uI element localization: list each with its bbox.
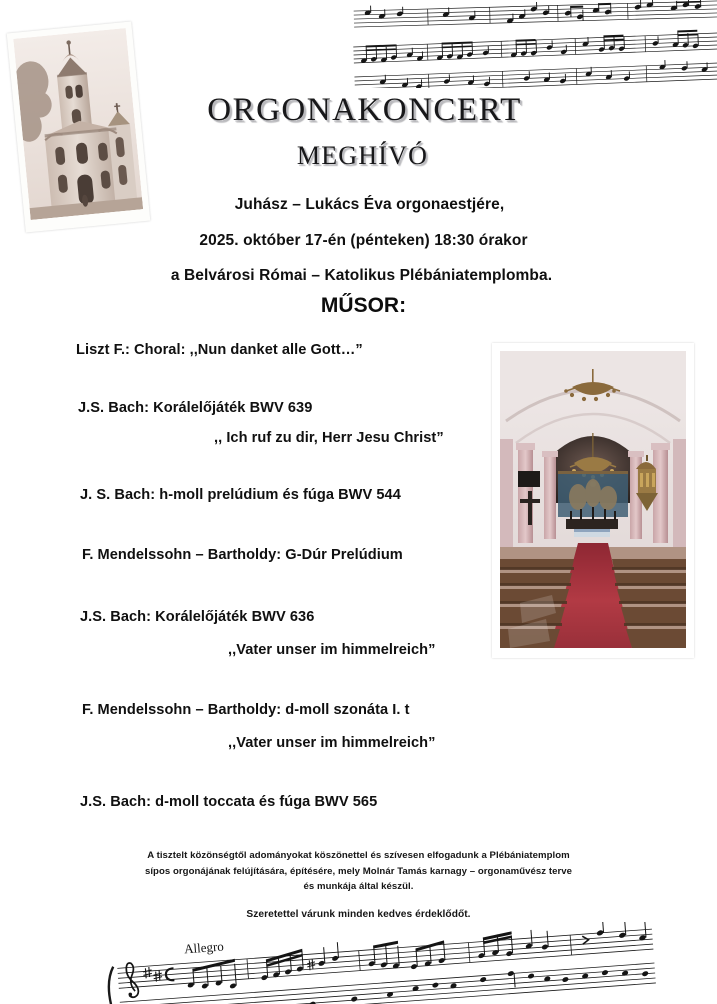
- program-item-2-sub: ,, Ich ruf zu dir, Herr Jesu Christ”: [214, 430, 444, 446]
- donation-notice-line2: sípos orgonájának felújítására, építésére, mely Molnár Tamás karnagy – orgonaművész terve: [0, 864, 717, 880]
- page-title: ORGONAKONCERT: [0, 92, 717, 129]
- program-item-3-main: J. S. Bach: h-moll prelúdium és fúga BWV 544: [80, 487, 401, 503]
- program-item-5-main: J.S. Bach: Korálelőjáték BWV 636: [80, 609, 314, 625]
- donation-notice: [0, 848, 717, 920]
- invitation-subtitle: MEGHÍVÓ: [0, 141, 717, 171]
- program-item-2-main: J.S. Bach: Korálelőjáték BWV 639: [78, 400, 312, 416]
- program-item-7-main: J.S. Bach: d-moll toccata és fúga BWV 565: [80, 794, 377, 810]
- church-interior-photo: [492, 343, 694, 658]
- invitation-venue: a Belvárosi Római – Katolikus Plébániatemplomba.: [0, 267, 717, 285]
- program-item-1-main: Liszt F.: Choral: ,,Nun danket alle Gott…”: [76, 342, 363, 358]
- invitation-datetime: 2025. október 17-én (pénteken) 18:30 órakor: [0, 232, 717, 250]
- program-item-6-sub: ,,Vater unser im himmelreich”: [228, 735, 435, 751]
- donation-notice-line3: és munkája által készül.: [0, 879, 717, 895]
- program-item-6-main: F. Mendelssohn – Bartholdy: d-moll szonáta I. t: [82, 702, 410, 718]
- tempo-marking: Allegro: [184, 939, 225, 957]
- music-notation-bottom: [78, 922, 658, 1004]
- donation-notice-line1: A tisztelt közönségtől adományokat köszönettel és szívesen elfogadunk a Plébániatemplom: [0, 848, 717, 864]
- program-item-5-sub: ,,Vater unser im himmelreich”: [228, 642, 435, 658]
- program-heading: MŰSOR:: [0, 294, 717, 318]
- closing-greeting: Szeretettel várunk minden kedves érdeklődőt.: [0, 909, 717, 920]
- program-item-4-main: F. Mendelssohn – Bartholdy: G-Dúr Prelúdium: [82, 547, 403, 563]
- invitation-performer: Juhász – Lukács Éva orgonaestjére,: [0, 196, 717, 214]
- music-notation-top: [350, 0, 717, 88]
